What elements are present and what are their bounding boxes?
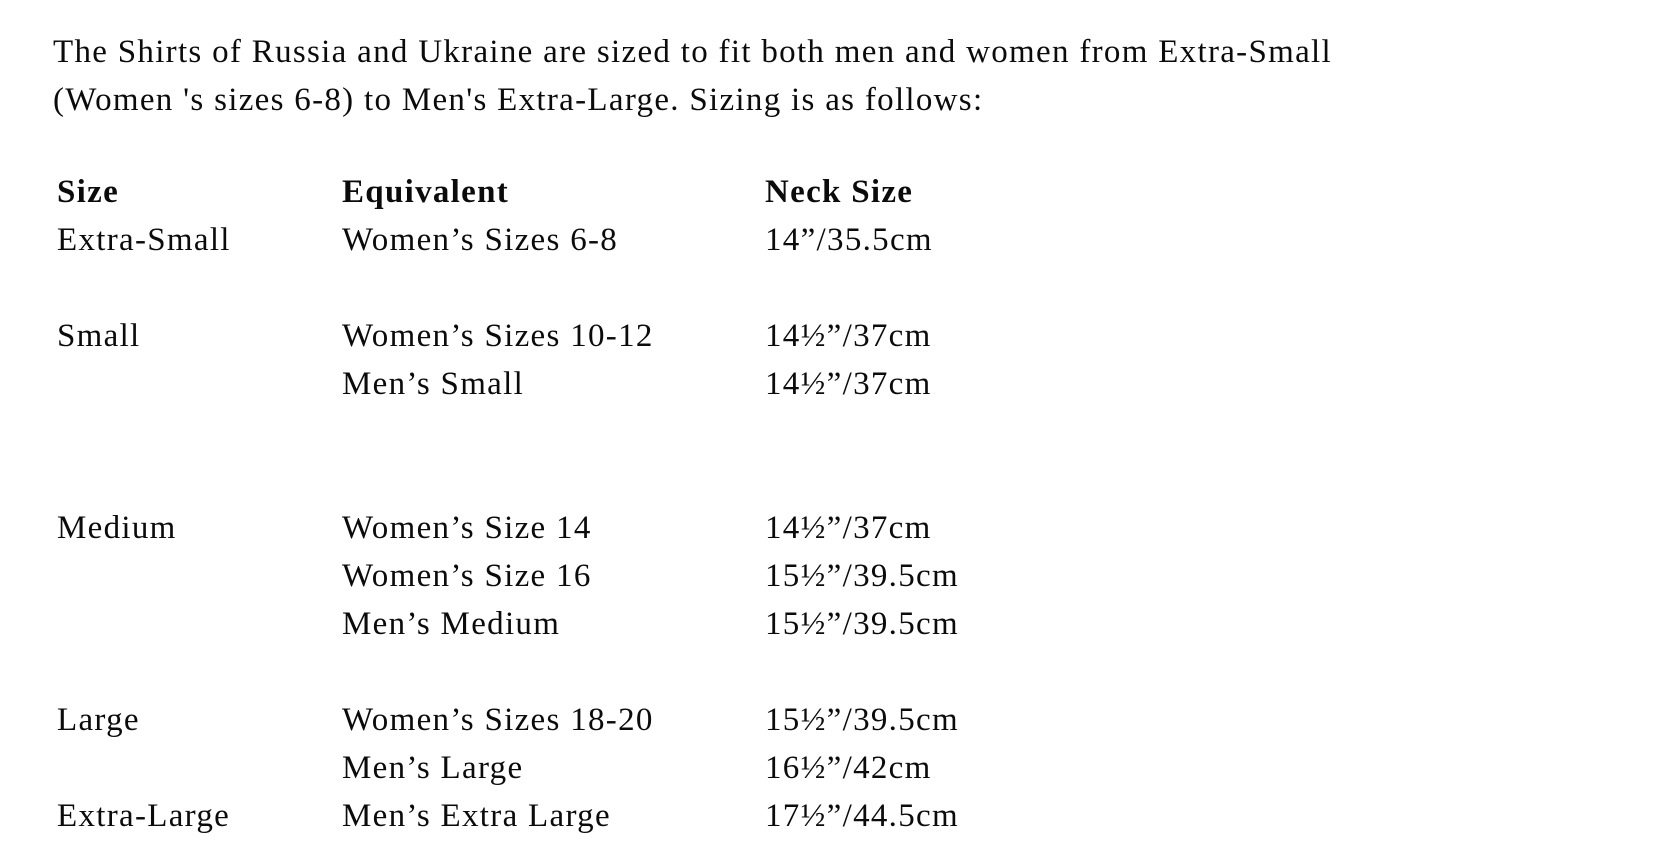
equivalent-cell: Women’s Size 16 xyxy=(342,558,592,594)
equivalent-cell: Men’s Medium xyxy=(342,606,561,642)
size-cell xyxy=(57,744,342,792)
table-row xyxy=(0,456,1656,504)
equivalent-cell xyxy=(342,456,765,504)
neck-size-cell: 15½”/39.5cm xyxy=(765,558,959,594)
table-row xyxy=(0,552,1656,600)
size-table-header-row xyxy=(0,168,1656,216)
table-row xyxy=(0,600,1656,648)
equivalent-cell: Men’s Large xyxy=(342,750,524,786)
size-table-body xyxy=(0,216,1656,840)
size-cell: Large xyxy=(57,702,140,738)
table-row xyxy=(0,696,1656,744)
table-row xyxy=(0,792,1656,840)
size-cell xyxy=(57,360,342,408)
equivalent-cell xyxy=(342,408,765,456)
intro-paragraph xyxy=(53,28,1332,124)
intro-line-1: The Shirts of Russia and Ukraine are sized to fit both men and women from Extra-Small xyxy=(53,34,1332,70)
equivalent-cell: Women’s Sizes 18-20 xyxy=(342,702,654,738)
equivalent-cell xyxy=(342,648,765,696)
size-cell: Small xyxy=(57,318,141,354)
size-cell xyxy=(57,600,342,648)
size-cell: Extra-Small xyxy=(57,222,231,258)
table-row xyxy=(0,264,1656,312)
size-cell: Extra-Large xyxy=(57,798,231,834)
table-row xyxy=(0,312,1656,360)
equivalent-cell: Women’s Sizes 10-12 xyxy=(342,318,654,354)
size-cell xyxy=(57,648,342,696)
table-row xyxy=(0,504,1656,552)
neck-size-cell: 14½”/37cm xyxy=(765,318,932,354)
size-cell xyxy=(57,264,342,312)
equivalent-cell xyxy=(342,264,765,312)
neck-size-cell: 17½”/44.5cm xyxy=(765,798,959,834)
column-header-neck-size: Neck Size xyxy=(765,174,914,210)
column-header-size: Size xyxy=(57,174,120,210)
neck-size-cell: 14½”/37cm xyxy=(765,366,932,402)
table-row xyxy=(0,744,1656,792)
equivalent-cell: Women’s Sizes 6-8 xyxy=(342,222,619,258)
size-cell: Medium xyxy=(57,510,177,546)
table-row xyxy=(0,648,1656,696)
intro-line-2: (Women 's sizes 6-8) to Men's Extra-Large. Sizing is as follows: xyxy=(53,82,984,118)
size-cell xyxy=(57,456,342,504)
size-cell xyxy=(57,552,342,600)
column-header-equivalent: Equivalent xyxy=(342,174,510,210)
neck-size-cell: 15½”/39.5cm xyxy=(765,702,959,738)
size-cell xyxy=(57,408,342,456)
size-table xyxy=(0,168,1656,840)
table-row xyxy=(0,408,1656,456)
neck-size-cell: 16½”/42cm xyxy=(765,750,932,786)
equivalent-cell: Women’s Size 14 xyxy=(342,510,592,546)
table-row xyxy=(0,216,1656,264)
equivalent-cell: Men’s Extra Large xyxy=(342,798,611,834)
neck-size-cell: 14½”/37cm xyxy=(765,510,932,546)
neck-size-cell: 14”/35.5cm xyxy=(765,222,933,258)
neck-size-cell: 15½”/39.5cm xyxy=(765,606,959,642)
equivalent-cell: Men’s Small xyxy=(342,366,525,402)
table-row xyxy=(0,360,1656,408)
